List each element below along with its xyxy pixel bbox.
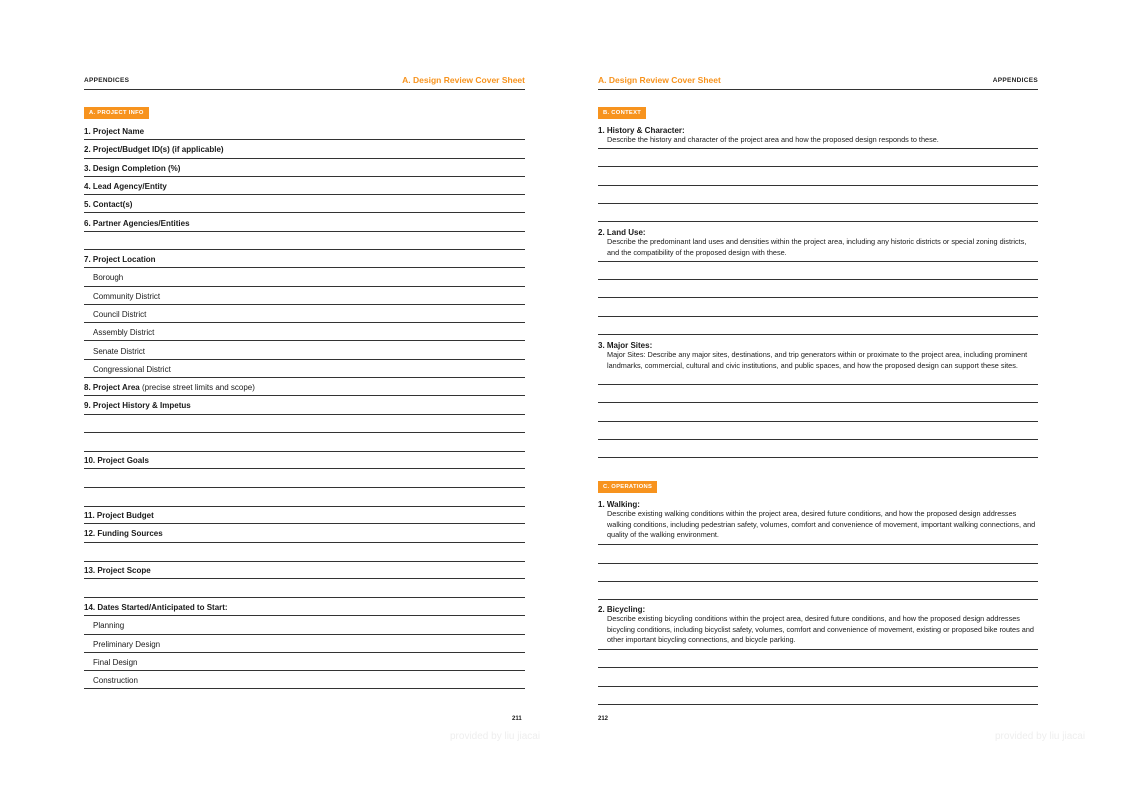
section-heading: 1. History & Character: bbox=[598, 126, 685, 135]
walking-section bbox=[598, 500, 1038, 541]
senate-district-field[interactable] bbox=[84, 342, 525, 360]
running-header: APPENDICES bbox=[992, 77, 1038, 84]
section-description: Major Sites: Describe any major sites, destinations, and trip generators within or proximate to the project area, including prominent landmarks, commercial, cultural and civic institutions, and public spaces, and how the proposed design can support these sites. bbox=[607, 350, 1028, 370]
design-completion-field[interactable] bbox=[84, 159, 525, 177]
final-design-field[interactable] bbox=[84, 653, 525, 671]
lead-agency-field[interactable] bbox=[84, 177, 525, 195]
bicycling-section bbox=[598, 605, 1038, 646]
dates-started-field[interactable] bbox=[84, 598, 525, 616]
field-label: 13. Project Scope bbox=[84, 566, 151, 575]
field-label: 14. Dates Started/Anticipated to Start: bbox=[84, 603, 228, 612]
field-label: 3. Design Completion (%) bbox=[84, 163, 181, 173]
field-label: 4. Lead Agency/Entity bbox=[84, 181, 167, 191]
answer-line[interactable] bbox=[598, 316, 1038, 317]
operations-badge: C. OPERATIONS bbox=[598, 481, 657, 493]
planning-field[interactable] bbox=[84, 616, 525, 634]
field-label: 8. Project Area (precise street limits and scope) bbox=[84, 383, 255, 393]
sub-field-label: Construction bbox=[93, 676, 138, 686]
sub-field-label: Council District bbox=[93, 309, 147, 319]
answer-line[interactable] bbox=[598, 704, 1038, 705]
answer-line[interactable] bbox=[598, 297, 1038, 298]
answer-line[interactable] bbox=[598, 402, 1038, 403]
answer-line[interactable] bbox=[598, 563, 1038, 564]
sub-field-label: Community District bbox=[93, 291, 161, 301]
project-budget-field[interactable] bbox=[84, 506, 525, 524]
answer-line[interactable] bbox=[598, 166, 1038, 167]
project-scope-field[interactable] bbox=[84, 561, 525, 579]
header-rule bbox=[84, 89, 525, 90]
field-label: 9. Project History & Impetus bbox=[84, 401, 191, 411]
field-label: 12. Funding Sources bbox=[84, 529, 163, 539]
answer-line[interactable] bbox=[598, 421, 1038, 422]
answer-line[interactable] bbox=[598, 544, 1038, 545]
sub-field-label: Congressional District bbox=[93, 364, 171, 374]
sub-field-label: Assembly District bbox=[93, 328, 155, 338]
council-district-field[interactable] bbox=[84, 305, 525, 323]
answer-line[interactable] bbox=[598, 599, 1038, 600]
section-description: Describe existing bicycling conditions within the project area, desired future conditions, and how the proposed design addresses bicycling conditions, including bicyclist safety, volumes, comfort and convenience of movement, existing or proposed bike routes and other important bicycling connections, and bicycle parking. bbox=[607, 614, 1034, 645]
field-label: 2. Project/Budget ID(s) (if applicable) bbox=[84, 145, 224, 155]
history-character-section bbox=[598, 126, 1038, 146]
answer-line[interactable] bbox=[598, 185, 1038, 186]
watermark: provided by liu jiacai bbox=[995, 731, 1086, 742]
field-label: 7. Project Location bbox=[84, 255, 156, 264]
borough-field[interactable] bbox=[84, 268, 525, 286]
answer-line[interactable] bbox=[598, 439, 1038, 440]
section-heading: 1. Walking: bbox=[598, 500, 640, 509]
answer-line[interactable] bbox=[598, 649, 1038, 650]
field-label: 10. Project Goals bbox=[84, 456, 149, 465]
answer-line[interactable] bbox=[598, 457, 1038, 458]
sub-field-label: Senate District bbox=[93, 346, 146, 356]
community-district-field[interactable] bbox=[84, 287, 525, 305]
running-header: APPENDICES bbox=[84, 77, 130, 84]
assembly-district-field[interactable] bbox=[84, 323, 525, 341]
sub-field-label: Preliminary Design bbox=[93, 639, 161, 649]
answer-line[interactable] bbox=[598, 221, 1038, 222]
sub-field-label: Final Design bbox=[93, 657, 138, 667]
project-goals-field[interactable] bbox=[84, 451, 525, 469]
congressional-district-field[interactable] bbox=[84, 360, 525, 378]
page-number: 212 bbox=[598, 716, 609, 722]
project-location-field[interactable] bbox=[84, 250, 525, 268]
construction-field[interactable] bbox=[84, 671, 525, 689]
section-heading: 3. Major Sites: bbox=[598, 341, 653, 350]
field-note: (precise street limits and scope) bbox=[141, 383, 255, 393]
answer-line[interactable] bbox=[598, 148, 1038, 149]
major-sites-section bbox=[598, 341, 1038, 371]
project-history-field[interactable] bbox=[84, 396, 525, 414]
answer-line[interactable] bbox=[598, 686, 1038, 687]
field-label: 6. Partner Agencies/Entities bbox=[84, 218, 190, 228]
project-name-field[interactable] bbox=[84, 122, 525, 140]
land-use-section bbox=[598, 228, 1038, 258]
sub-field-label: Borough bbox=[93, 273, 124, 283]
context-badge: B. CONTEXT bbox=[598, 107, 646, 119]
funding-sources-field[interactable] bbox=[84, 524, 525, 542]
answer-line[interactable] bbox=[598, 334, 1038, 335]
sub-field-label: Planning bbox=[93, 621, 125, 631]
answer-line[interactable] bbox=[598, 384, 1038, 385]
answer-line[interactable] bbox=[598, 261, 1038, 262]
page-number: 211 bbox=[512, 716, 522, 722]
section-heading: 2. Bicycling: bbox=[598, 605, 646, 614]
answer-line[interactable] bbox=[598, 279, 1038, 280]
blank-line[interactable] bbox=[84, 487, 525, 488]
section-description: Describe the predominant land uses and densities within the project area, including any historic districts or special zoning districts, and the compatibility of the proposed design with these. bbox=[607, 237, 1027, 257]
field-label: 1. Project Name bbox=[84, 127, 145, 136]
answer-line[interactable] bbox=[598, 581, 1038, 582]
watermark: provided by liu jiacai bbox=[450, 731, 541, 742]
preliminary-design-field[interactable] bbox=[84, 635, 525, 653]
field-label: 11. Project Budget bbox=[84, 511, 154, 520]
partner-agencies-field[interactable] bbox=[84, 214, 525, 232]
header-rule bbox=[598, 89, 1038, 90]
project-area-field[interactable] bbox=[84, 378, 525, 396]
answer-line[interactable] bbox=[598, 667, 1038, 668]
answer-line[interactable] bbox=[598, 203, 1038, 204]
field-label: 5. Contact(s) bbox=[84, 200, 133, 210]
section-title: A. Design Review Cover Sheet bbox=[598, 75, 721, 85]
section-description: Describe the history and character of the project area and how the proposed design responds to these. bbox=[607, 135, 939, 144]
section-description: Describe existing walking conditions within the project area, desired future conditions, and how the proposed design addresses walking conditions, including pedestrian safety, volumes, comfort and convenience of movement, important walking connections, and quality of the walking environment. bbox=[607, 509, 1036, 540]
contact-field[interactable] bbox=[84, 195, 525, 213]
project-info-badge: A. PROJECT INFO bbox=[84, 107, 149, 119]
section-title: A. Design Review Cover Sheet bbox=[402, 75, 525, 85]
section-heading: 2. Land Use: bbox=[598, 228, 646, 237]
blank-line[interactable] bbox=[84, 432, 525, 433]
project-budget-id-field[interactable] bbox=[84, 140, 525, 158]
